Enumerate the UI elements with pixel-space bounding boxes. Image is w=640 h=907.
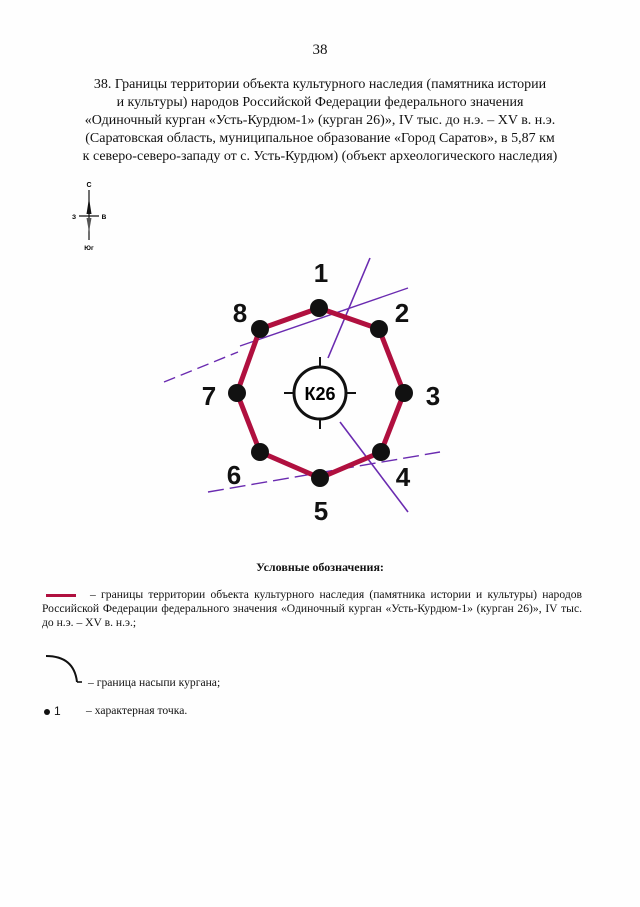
point-label-1: 1 — [313, 258, 329, 288]
legend-mound-item — [44, 650, 444, 690]
title-line: к северо-северо-западу от с. Усть-Курдюм) (объект археологического наследия) — [82, 149, 558, 164]
mound-arc-icon — [44, 650, 84, 690]
legend-boundary-text: – границы территории объекта культурного наследия (памятника истории и культуры) народов Российской Федерации федерального значения «Одиночный курган «Усть-Курдюм-1» (курган 26)», IV тыс. до н.э. – XV в. н.э.; — [42, 588, 582, 629]
compass-rose-icon — [66, 178, 112, 254]
site-boundary-scheme — [150, 240, 490, 540]
boundary-point-4 — [372, 443, 390, 461]
legend-boundary-item — [42, 588, 582, 630]
boundary-point-7 — [228, 384, 246, 402]
compass-south-arrow — [87, 218, 92, 232]
boundary-point-1 — [310, 299, 328, 317]
title-line: 38. Границы территории объекта культурного наследия (памятника истории — [93, 77, 547, 92]
title-line: (Саратовская область, муниципальное образование «Город Саратов», в 5,87 км — [85, 131, 555, 146]
compass-north-label: С — [86, 182, 92, 189]
legend-title: Условные обозначения: — [256, 560, 384, 574]
legend-point-number: 1 — [54, 704, 61, 718]
compass-east-label: В — [101, 214, 107, 221]
point-label-3: 3 — [425, 381, 441, 411]
point-label-8: 8 — [232, 298, 248, 328]
compass-south-label: Юг — [84, 245, 94, 252]
boundary-point-2 — [370, 320, 388, 338]
point-label-7: 7 — [201, 381, 217, 411]
page-number: 38 — [312, 42, 328, 58]
boundary-point-8 — [251, 320, 269, 338]
legend-mound-text: – граница насыпи кургана; — [88, 676, 221, 689]
boundary-point-6 — [251, 443, 269, 461]
legend-boundary-line — [46, 594, 76, 597]
legend-point-text: – характерная точка. — [86, 704, 188, 717]
legend-point-item — [44, 704, 444, 720]
legend-point-dot — [44, 709, 50, 715]
compass-north-arrow — [87, 198, 92, 214]
document-title — [30, 76, 610, 166]
reference-line-dashed — [164, 352, 238, 382]
compass-west-label: З — [71, 214, 77, 221]
mound-label: К26 — [304, 384, 336, 404]
point-label-6: 6 — [226, 460, 242, 490]
point-label-2: 2 — [394, 298, 410, 328]
point-label-5: 5 — [313, 496, 329, 526]
title-line: и культуры) народов Российской Федерации федерального значения — [116, 95, 524, 110]
boundary-point-5 — [311, 469, 329, 487]
point-label-4: 4 — [395, 462, 411, 492]
title-line: «Одиночный курган «Усть-Курдюм-1» (курган 26)», IV тыс. до н.э. – XV в. н.э. — [84, 113, 556, 128]
boundary-point-3 — [395, 384, 413, 402]
mound-symbol — [284, 357, 356, 429]
